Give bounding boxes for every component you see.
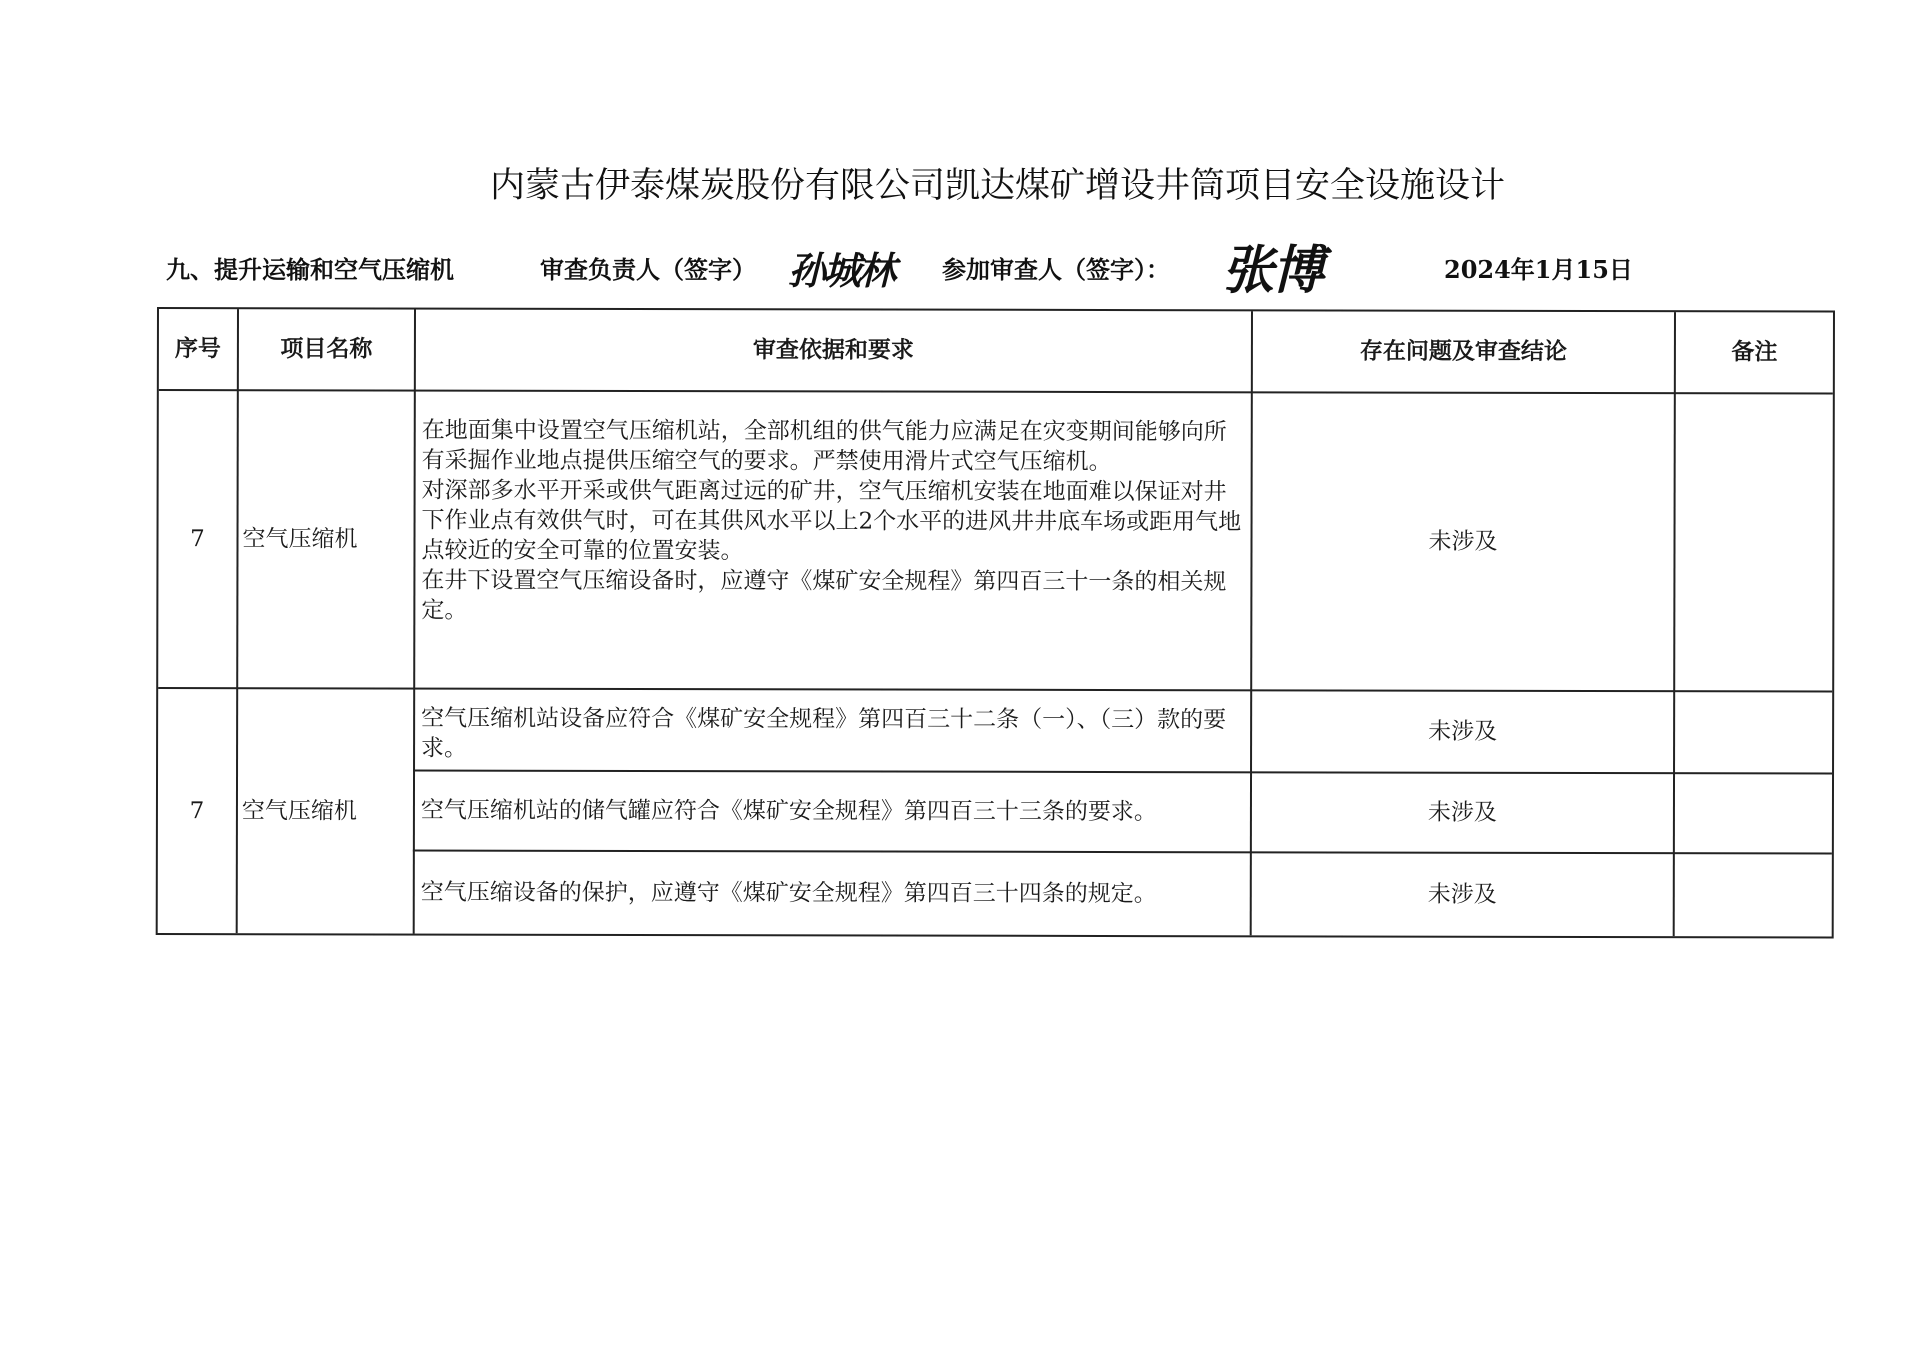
group2-row2-conclusion: 未涉及: [1427, 799, 1497, 826]
review-date: 2024年1月15日: [1444, 255, 1633, 284]
group1-no: 7: [190, 526, 205, 553]
group2-row3-remark: [1675, 854, 1832, 936]
participant-signature: 张博: [1222, 240, 1323, 301]
group2-row1-requirement: 空气压缩机站设备应符合《煤矿安全规程》第四百三十二条（一）、（三）款的要求。: [421, 705, 1227, 762]
group2-row3-requirement: 空气压缩设备的保护，应遵守《煤矿安全规程》第四百三十四条的规定。: [420, 879, 1157, 908]
group1-requirement: 在地面集中设置空气压缩机站，全部机组的供气能力应满足在灾变期间能够向所有采掘作业地点提供压缩空气的要求。严禁使用滑片式空气压缩机。 对深部多水平开采或供气距离过远的矿井，空气压缩机安装在地面难以保证对井下作业点有效供气时，可在其供风水平以上2个水平的进风井井底车场或距用气地点较近的安全可靠的位置安装。 在井下设置空气压缩设备时，应遵守《煤矿安全规程》第四百三十一条的相关规定。: [421, 417, 1242, 624]
document-title: 内蒙古伊泰煤炭股份有限公司凯达煤矿增设井筒项目安全设施设计: [489, 166, 1505, 206]
group2-row2-requirement: 空气压缩机站的储气罐应符合《煤矿安全规程》第四百三十三条的要求。: [420, 797, 1157, 826]
section-label: 九、提升运输和空气压缩机: [166, 256, 454, 284]
group1-item: 空气压缩机: [242, 526, 358, 553]
reviewer-signature: 孙城林: [788, 248, 894, 293]
group2-row1-conclusion: 未涉及: [1428, 718, 1498, 745]
group1-conclusion: 未涉及: [1428, 528, 1498, 555]
participant-label: 参加审查人（签字）：: [942, 256, 1170, 284]
header-item: 项目名称: [280, 336, 373, 363]
reviewer-label: 审查负责人（签字）: [540, 256, 756, 284]
group2-row1-remark: [1675, 692, 1832, 772]
group1-remark: [1675, 394, 1833, 690]
review-header: [0, 240, 1920, 301]
review-table: [156, 307, 1835, 939]
header-no: 序号: [174, 336, 221, 363]
group2-item: 空气压缩机: [241, 798, 357, 825]
header-basis: 审查依据和要求: [752, 337, 914, 364]
header-remark: 备注: [1731, 339, 1778, 366]
group2-row3-conclusion: 未涉及: [1427, 881, 1497, 908]
group2-no: 7: [189, 798, 205, 825]
group2-row2-remark: [1675, 774, 1832, 852]
header-conclusion: 存在问题及审查结论: [1359, 338, 1567, 365]
